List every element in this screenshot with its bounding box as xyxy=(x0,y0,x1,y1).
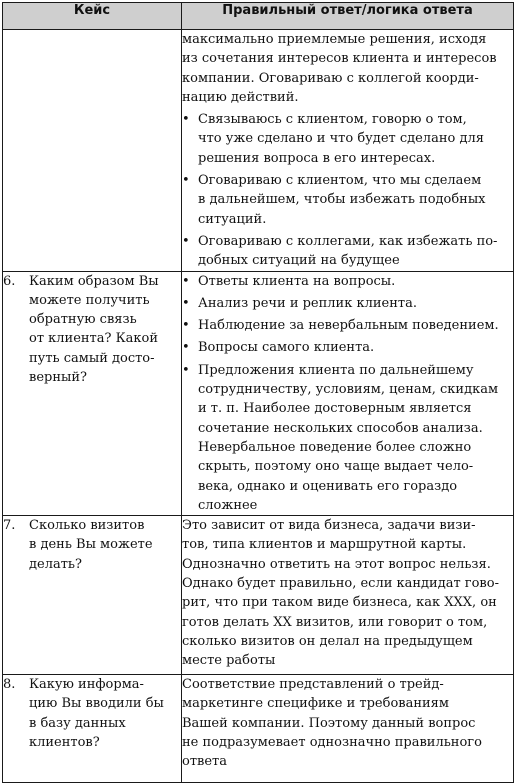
bullet-icon: • xyxy=(182,273,190,289)
qa-table xyxy=(2,2,514,783)
answer-cell xyxy=(182,30,514,272)
answer-line: Однозначно ответить на этот вопрос нельзя. xyxy=(182,556,491,572)
bullet-line: Предложения клиента по дальнейшему xyxy=(198,362,474,378)
header-answer: Правильный ответ/логика ответа xyxy=(182,3,514,30)
bullet-line: сложнее xyxy=(198,497,258,513)
bullet-item xyxy=(182,316,513,335)
question-line: можете получить xyxy=(29,292,150,308)
answer-line: рит, что при таком виде бизнеса, как XXX, он xyxy=(182,595,497,611)
table-row xyxy=(3,675,514,783)
answer-line: готов делать XX визитов, или говорит о том, xyxy=(182,614,488,630)
header-case: Кейс xyxy=(3,3,182,30)
bullet-icon: • xyxy=(182,318,190,334)
case-number: 6. xyxy=(3,273,16,289)
case-number: 8. xyxy=(3,677,16,693)
bullet-line: что уже сделано и что будет сделано для xyxy=(198,131,484,147)
table-row xyxy=(3,271,514,516)
question-line: Каким образом Вы xyxy=(29,273,159,289)
bullet-icon: • xyxy=(182,173,190,189)
question-line: от клиента? Какой xyxy=(29,331,159,347)
table-header-row xyxy=(3,3,514,30)
answer-line: маркетинге специфике и требованиям xyxy=(182,696,449,712)
bullet-item xyxy=(182,110,513,168)
case-question xyxy=(29,516,181,574)
answer-line: максимально приемлемые решения, исходя xyxy=(182,32,487,47)
bullet-line: скрыть, поэтому оно чаще выдает чело- xyxy=(198,459,474,475)
question-line: в базу данных xyxy=(29,715,126,731)
bullet-line: Оговариваю с клиентом, что мы сделаем xyxy=(198,173,482,189)
question-line: Какую информа- xyxy=(29,677,144,693)
bullet-line: Невербальное поведение более сложно xyxy=(198,439,472,455)
bullet-item xyxy=(182,294,513,313)
bullet-line: века, однако и оценивать его гораздо xyxy=(198,478,458,494)
answer-line: из сочетания интересов клиента и интересов xyxy=(182,51,497,67)
answer-line: Однако будет правильно, если кандидат гово- xyxy=(182,576,499,592)
question-line: верный? xyxy=(29,370,87,386)
bullet-line: сотрудничеству, условиям, ценам, скидкам xyxy=(198,382,499,398)
bullet-icon: • xyxy=(182,112,190,128)
case-cell xyxy=(3,675,182,783)
bullet-line: сочетание нескольких способов анализа. xyxy=(198,420,483,436)
bullet-line: в дальнейшем, чтобы избежать подобных xyxy=(198,192,486,208)
bullet-item xyxy=(182,232,513,271)
answer-cell xyxy=(182,516,514,675)
bullet-icon: • xyxy=(182,295,190,311)
bullet-item xyxy=(182,171,513,229)
question-line: Сколько визитов xyxy=(29,518,145,534)
case-question xyxy=(29,272,181,388)
answer-cell xyxy=(182,675,514,783)
answer-paragraph xyxy=(182,675,513,771)
answer-line: месте работы xyxy=(182,653,276,669)
bullet-icon: • xyxy=(182,362,190,378)
case-number: 7. xyxy=(3,518,16,534)
bullet-item xyxy=(182,361,513,515)
bullet-line: ситуаций. xyxy=(198,211,267,227)
bullet-line: Связываюсь с клиентом, говорю о том, xyxy=(198,112,467,128)
bullet-line: Анализ речи и реплик клиента. xyxy=(198,295,417,311)
question-line: обратную связь xyxy=(29,312,137,328)
bullet-line: и т. п. Наиболее достоверным является xyxy=(198,401,472,417)
question-line: делать? xyxy=(29,556,82,572)
answer-line: сколько визитов он делал на предыдущем xyxy=(182,633,473,649)
answer-line: Это зависит от вида бизнеса, задачи визи- xyxy=(182,518,476,534)
bullet-line: Ответы клиента на вопросы. xyxy=(198,273,396,289)
table-row xyxy=(3,516,514,675)
answer-line: ответа xyxy=(182,754,227,770)
case-cell xyxy=(3,516,182,675)
answer-line: Вашей компании. Поэтому данный вопрос xyxy=(182,715,476,731)
answer-paragraph xyxy=(182,30,513,107)
table-row xyxy=(3,30,514,272)
bullet-item xyxy=(182,338,513,357)
question-line: путь самый досто- xyxy=(29,350,155,366)
question-line: в день Вы можете xyxy=(29,537,153,553)
answer-cell xyxy=(182,271,514,516)
question-line: клиентов? xyxy=(29,735,100,751)
bullet-icon: • xyxy=(182,340,190,356)
case-cell-empty xyxy=(3,30,182,272)
answer-paragraph xyxy=(182,516,513,670)
bullet-line: Наблюдение за невербальным поведением. xyxy=(198,318,499,334)
bullet-line: Оговариваю с коллегами, как избежать по- xyxy=(198,233,498,249)
bullet-icon: • xyxy=(182,233,190,249)
question-line: цию Вы вводили бы xyxy=(29,696,164,712)
answer-line: не подразумевает однозначно правильного xyxy=(182,735,482,751)
bullet-line: Вопросы самого клиента. xyxy=(198,340,375,356)
case-question xyxy=(29,675,181,752)
case-cell xyxy=(3,271,182,516)
answer-line: тов, типа клиентов и маршрутной карты. xyxy=(182,537,467,553)
bullet-line: добных ситуаций на будущее xyxy=(198,253,400,269)
answer-line: Соответствие представлений о трейд- xyxy=(182,677,444,693)
bullet-line: решения вопроса в его интересах. xyxy=(198,150,436,166)
answer-line: компании. Оговариваю с коллегой коорди- xyxy=(182,70,479,86)
bullet-item xyxy=(182,272,513,291)
answer-line: нацию действий. xyxy=(182,89,299,105)
